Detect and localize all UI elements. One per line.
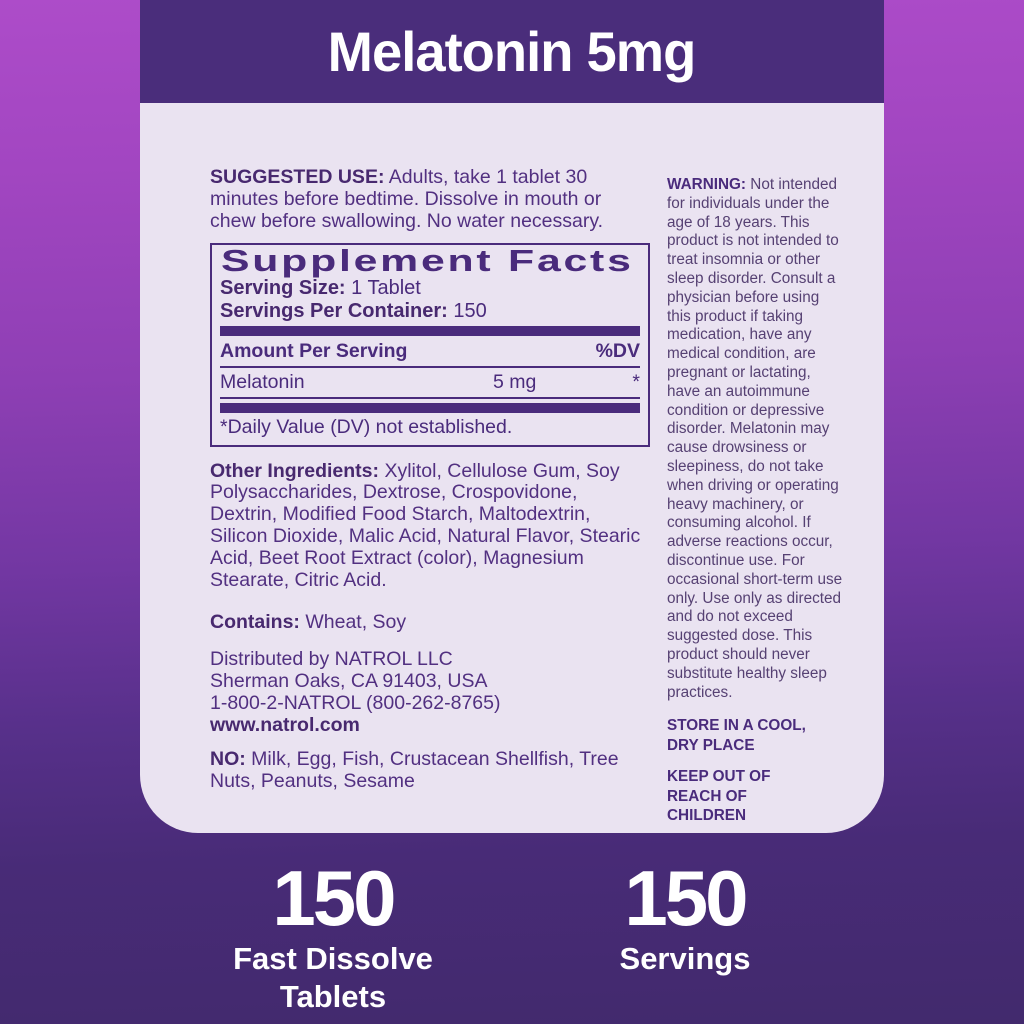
amount-per-serving-header: Amount Per Serving	[220, 340, 408, 363]
distributor-line2: Sherman Oaks, CA 91403, USA	[210, 669, 488, 692]
servings-count-label-line1: Servings	[619, 941, 751, 976]
supplement-facts-title: Supplement Facts	[221, 243, 634, 279]
tablet-count-label	[183, 940, 483, 1016]
dv-header: %DV	[595, 340, 640, 363]
other-ingredients-text: Xylitol, Cellulose Gum, Soy Polysaccharides, Dextrose, Crospovidone, Dextrin, Modified Food Starch, Maltodextrin, Silicon Dioxide, Malic Acid, Natural Flavor, Stearic Acid, Beet Root Extract (color), Magnesium Stearate, Citric Acid.	[210, 459, 641, 591]
contains-statement	[210, 612, 650, 634]
tablet-count-label-line2: Tablets	[279, 979, 387, 1014]
tablet-count: 150	[272, 854, 394, 942]
servings-label: Servings Per Container:	[220, 299, 448, 322]
suggested-use-label: SUGGESTED USE:	[210, 166, 385, 188]
product-title: Melatonin 5mg	[328, 20, 696, 83]
serving-size-line	[220, 277, 640, 300]
servings-value: 150	[453, 299, 487, 322]
serving-size-value: 1 Tablet	[351, 277, 421, 300]
nutrient-row	[220, 368, 640, 399]
other-ingredients	[210, 461, 650, 592]
warning-text: Not intended for individuals under the age of 18 years. This product is not intended to treat insomnia or other sleep disorder. Consult a physician before using this product if taking medication, have any medical condition, are pregnant or lactating, have an autoimmune condition or depressive disorder. Melatonin may cause drowsiness or sleepiness, do not take when driving or operating heavy machinery, or consuming alcohol. If adverse reactions occur, discontinue use. For occasional short-term use only. Use only as directed and do not exceed suggested dose. This product should never substitute healthy sleep practices.	[667, 176, 843, 701]
allergen-free-label: NO:	[210, 748, 246, 771]
label-main-column	[210, 167, 650, 793]
contains-text: Wheat, Soy	[305, 611, 407, 634]
allergen-free-text: Milk, Egg, Fish, Crustacean Shellfish, Tree Nuts, Peanuts, Sesame	[210, 748, 619, 793]
nutrient-dv: *	[632, 370, 640, 393]
dv-footnote: *Daily Value (DV) not established.	[220, 415, 513, 438]
warning-column	[667, 176, 845, 826]
distributor-website: www.natrol.com	[210, 713, 360, 736]
servings-count-callout	[535, 854, 835, 978]
servings-per-container-line	[220, 300, 640, 323]
suggested-use	[210, 167, 650, 232]
warning-statement	[667, 176, 845, 702]
tablet-count-callout	[183, 854, 483, 1016]
nutrient-name: Melatonin	[220, 370, 305, 393]
servings-count: 150	[624, 854, 746, 942]
label-panel	[140, 103, 884, 833]
suggested-use-text: Adults, take 1 tablet 30 minutes before bedtime. Dissolve in mouth or chew before swallowing. No water necessary.	[210, 166, 604, 232]
serving-size-label: Serving Size:	[220, 277, 346, 300]
thick-rule	[220, 403, 640, 413]
contains-label: Contains:	[210, 611, 300, 634]
nutrient-amount: 5 mg	[493, 370, 537, 393]
warning-label: WARNING:	[667, 176, 747, 193]
other-ingredients-label: Other Ingredients:	[210, 459, 380, 482]
keep-out-of-reach-notice: KEEP OUT OF REACH OF CHILDREN	[667, 768, 771, 825]
facts-header-row	[220, 336, 640, 368]
distributor-line3: 1-800-2-NATROL (800-262-8765)	[210, 691, 501, 714]
thick-rule	[220, 326, 640, 336]
tablet-count-label-line1: Fast Dissolve	[233, 941, 433, 976]
storage-instruction: STORE IN A COOL, DRY PLACE	[667, 717, 806, 754]
distributor-line1: Distributed by NATROL LLC	[210, 648, 453, 671]
product-title-banner	[140, 0, 884, 103]
servings-count-label	[535, 940, 835, 978]
allergen-free-statement	[210, 749, 650, 793]
distributor-block	[210, 649, 650, 736]
supplement-facts-box	[210, 243, 650, 446]
